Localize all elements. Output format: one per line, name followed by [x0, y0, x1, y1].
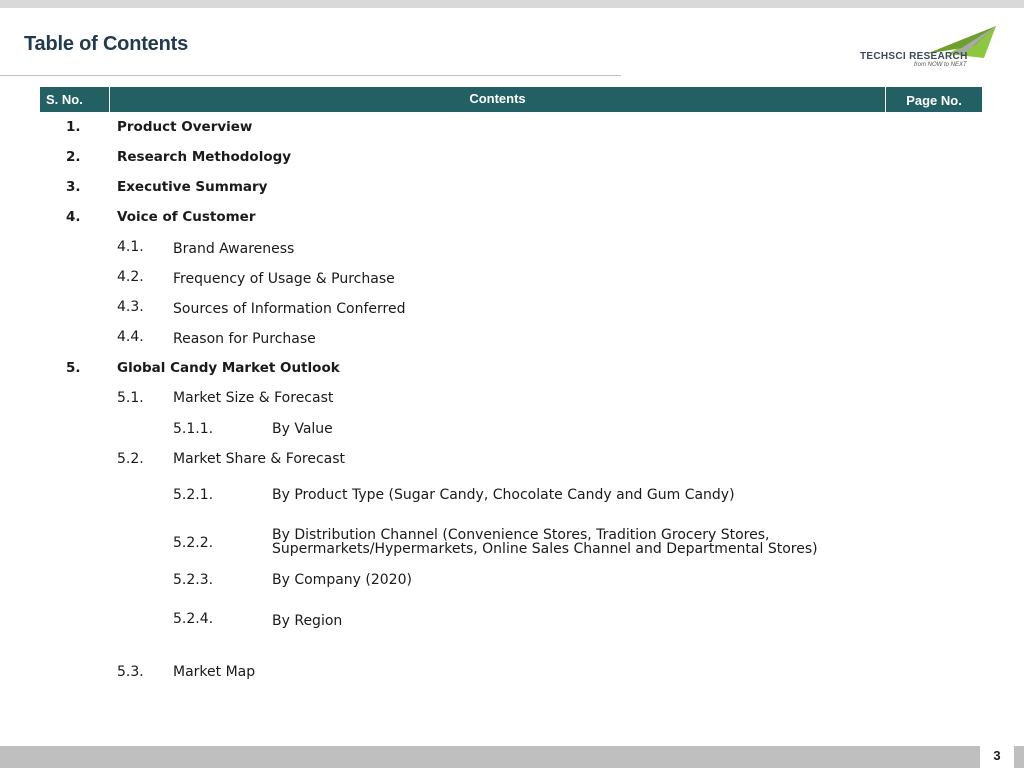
toc-item-number: 3. [66, 179, 81, 195]
toc-subsubitem-number: 5.2.2. [173, 535, 214, 551]
toc-item-title[interactable]: Voice of Customer [117, 209, 256, 225]
toc-subsubitem-number: 5.2.1. [173, 487, 214, 503]
toc-subitem-number: 5.2. [117, 451, 144, 467]
toc-item-title[interactable]: Executive Summary [117, 179, 268, 195]
toc-subitem-title[interactable]: Market Map [173, 664, 256, 680]
toc-subsubitem-title[interactable]: By Product Type (Sugar Candy, Chocolate Candy and Gum Candy) [272, 487, 735, 503]
title-divider [0, 75, 621, 76]
toc-item-title[interactable]: Research Methodology [117, 149, 292, 165]
toc-subitem-title[interactable]: Market Share & Forecast [173, 451, 346, 467]
toc-subitem-number: 5.3. [117, 664, 144, 680]
toc-subitem-title[interactable]: Frequency of Usage & Purchase [173, 271, 395, 287]
toc-subitem-number: 4.4. [117, 329, 144, 345]
toc-subitem-number: 4.2. [117, 269, 144, 285]
logo-brand-text: TECHSCI RESEARCH [860, 51, 968, 62]
toc-subsubitem-title-continued[interactable]: Supermarkets/Hypermarkets, Online Sales Channel and Departmental Stores) [272, 541, 818, 557]
toc-subsubitem-number: 5.2.4. [173, 611, 214, 627]
header-contents: Contents [109, 87, 886, 112]
toc-subsubitem-title[interactable]: By Value [272, 421, 333, 437]
toc-subitem-title[interactable]: Brand Awareness [173, 241, 295, 257]
top-strip [0, 0, 1024, 8]
toc-subitem-title[interactable]: Reason for Purchase [173, 331, 316, 347]
page-footer-bar [0, 746, 1024, 768]
toc-item-title[interactable]: Product Overview [117, 119, 253, 135]
toc-item-number: 1. [66, 119, 81, 135]
toc-item-number: 4. [66, 209, 81, 225]
company-logo [856, 24, 1001, 72]
toc-subitem-title[interactable]: Sources of Information Conferred [173, 301, 406, 317]
toc-item-number: 2. [66, 149, 81, 165]
toc-subitem-number: 4.3. [117, 299, 144, 315]
header-page-number: Page No. [906, 93, 962, 108]
toc-item-title[interactable]: Global Candy Market Outlook [117, 360, 340, 376]
logo-tagline: from NOW to NEXT [914, 62, 967, 68]
toc-subsubitem-title[interactable]: By Company (2020) [272, 572, 412, 588]
page-number: 3 [980, 744, 1014, 768]
toc-subsubitem-number: 5.2.3. [173, 572, 214, 588]
toc-subitem-number: 5.1. [117, 390, 144, 406]
header-serial-number: S. No. [46, 92, 83, 107]
toc-subsubitem-number: 5.1.1. [173, 421, 214, 437]
toc-subitem-title[interactable]: Market Size & Forecast [173, 390, 334, 406]
page-title: Table of Contents [24, 33, 189, 55]
toc-subitem-number: 4.1. [117, 239, 144, 255]
toc-header-row [40, 87, 982, 112]
toc-item-number: 5. [66, 360, 81, 376]
toc-subsubitem-title[interactable]: By Region [272, 613, 343, 629]
toc-subsubitem-title[interactable]: By Distribution Channel (Convenience Stores, Tradition Grocery Stores, [272, 527, 770, 543]
